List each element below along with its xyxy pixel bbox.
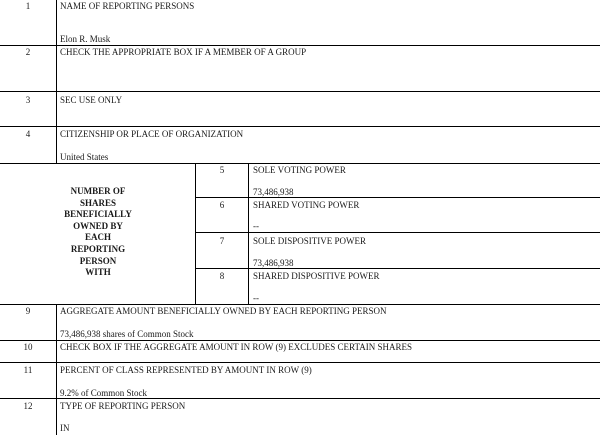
row-label: CHECK BOX IF THE AGGREGATE AMOUNT IN ROW (9) EXCLUDES CERTAIN SHARES — [60, 342, 412, 352]
row-divider — [0, 126, 600, 127]
shares-block-label — [52, 186, 144, 279]
row-divider — [0, 45, 600, 46]
row-number: 6 — [219, 200, 225, 210]
row-number: 4 — [25, 129, 31, 139]
row-value: United States — [60, 152, 109, 162]
row-number: 12 — [23, 401, 33, 411]
row-number: 3 — [25, 95, 31, 105]
row-number: 2 — [25, 47, 31, 57]
shares-label-line: WITH — [85, 267, 111, 278]
row-number: 11 — [23, 365, 33, 375]
column-divider — [56, 0, 57, 163]
shares-label-line: OWNED BY — [73, 220, 123, 231]
row-label: NAME OF REPORTING PERSONS — [60, 1, 195, 11]
row-value: 9.2% of Common Stock — [60, 388, 147, 398]
row-label: SOLE VOTING POWER — [253, 165, 346, 175]
shares-label-line: EACH — [84, 232, 111, 243]
row-label: SEC USE ONLY — [60, 95, 123, 105]
row-value: 73,486,938 shares of Common Stock — [60, 329, 194, 339]
shares-label-line: SHARES — [79, 197, 116, 208]
row-label: CITIZENSHIP OR PLACE OF ORGANIZATION — [60, 129, 244, 139]
row-value: -- — [253, 221, 259, 231]
row-value: 73,486,938 — [253, 187, 294, 197]
column-divider — [195, 163, 196, 304]
row-value: IN — [60, 423, 70, 433]
row-divider — [0, 362, 600, 363]
row-number: 9 — [25, 306, 31, 316]
row-value: -- — [253, 293, 259, 303]
row-number: 8 — [219, 271, 225, 281]
shares-label-line: PERSON — [79, 255, 117, 266]
column-divider — [56, 304, 57, 435]
row-label: PERCENT OF CLASS REPRESENTED BY AMOUNT IN ROW (9) — [60, 365, 312, 375]
row-label: CHECK THE APPROPRIATE BOX IF A MEMBER OF A GROUP — [60, 47, 307, 57]
row-divider — [0, 163, 600, 164]
row-value: 73,486,938 — [253, 258, 294, 268]
row-label: SHARED VOTING POWER — [253, 200, 360, 210]
row-value: Elon R. Musk — [60, 34, 111, 44]
shares-label-line: NUMBER OF — [70, 186, 126, 196]
row-label: SOLE DISPOSITIVE POWER — [253, 236, 367, 246]
row-divider — [195, 232, 600, 233]
row-label: AGGREGATE AMOUNT BENEFICIALLY OWNED BY EACH REPORTING PERSON — [60, 306, 387, 316]
row-number: 5 — [219, 165, 225, 175]
row-number: 7 — [219, 236, 225, 246]
row-divider — [0, 340, 600, 341]
column-divider — [248, 163, 249, 304]
row-label: TYPE OF REPORTING PERSON — [60, 401, 186, 411]
shares-label-line: BENEFICIALLY — [64, 209, 132, 220]
row-number: 1 — [25, 1, 31, 11]
row-divider — [0, 91, 600, 92]
row-divider — [0, 304, 600, 305]
row-label: SHARED DISPOSITIVE POWER — [253, 271, 380, 281]
row-number: 10 — [23, 342, 33, 352]
shares-label-line: REPORTING — [70, 243, 126, 254]
